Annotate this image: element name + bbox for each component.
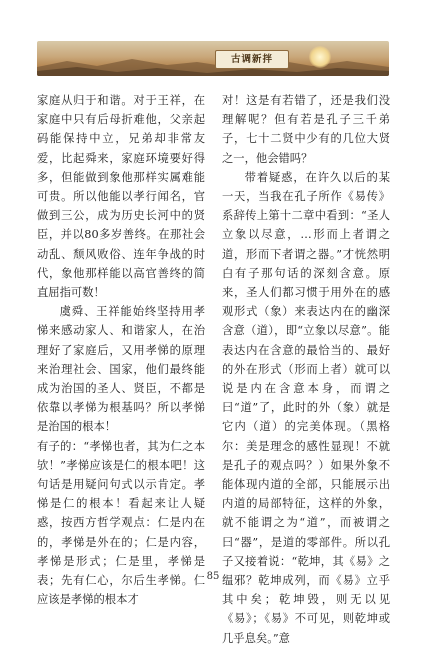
right-column bbox=[222, 91, 390, 648]
sun-decoration-icon bbox=[309, 46, 331, 68]
section-label: 古调新拌 bbox=[215, 50, 289, 69]
paragraph: 对！这是有若错了，还是我们没理解呢？但有若是孔子三千弟子，七十二贤中少有的几位大贤之一，他会错吗？ bbox=[222, 94, 390, 165]
left-column bbox=[37, 91, 205, 609]
paragraph: 带着疑惑，在许久以后的某一天，当我在孔子所作《易传》系辞传上第十二章中看到：“圣人立象以尽意，…形而上者谓之道，形而下者谓之器。”才恍然明白有子那句话的深刻含意。原来，圣人们都习惯于用外在的感观形式（象）来表达内在的幽深含意（道），即“立象以尽意”。能表达内在含意的最恰当的、最好的外在形式（形而上者）就可以说是内在含意本身，而谓之曰“道”了，此时的外（象）就是它内（道）的完美体现。（黑格尔：美是理念的感性显现！不就是孔子的观点吗？）如果外象不能体现内道的全部，只能展示出内道的局部特征，这样的外象，就不能谓之为“道”，而被谓之曰“器”，是道的零部件。所以孔子又接着说：“乾坤，其《易》之缊邪？乾坤成列，而《易》立乎其中矣；乾坤毁，则无以见《易》；《易》不可见，则乾坤或几乎息矣。”意 bbox=[222, 170, 390, 645]
header-banner bbox=[37, 41, 389, 76]
page-number: 85 bbox=[206, 571, 220, 582]
paragraph: 虞舜、王祥能始终坚持用孝悌来感动家人、和谐家人，在治理好了家庭后，又用孝悌的原理来治理社会、国家，他们最终能成为治国的圣人、贤臣，不都是依靠以孝悌为根基吗？所以孝悌是治国的根本！ bbox=[37, 305, 205, 434]
paragraph: 有子的：“孝悌也者，其为仁之本欤！”孝悌应该是仁的根本吧！这句话是用疑问句式以示肯定。孝悌是仁的根本！看起来让人疑惑，按西方哲学观点：仁是内在的，孝悌是外在的；仁是内容，孝悌是形式；仁是里，孝悌是表；先有仁心，尔后生孝悌。仁应该是孝悌的根本才 bbox=[37, 439, 205, 607]
landscape-decoration-icon bbox=[37, 55, 389, 76]
paragraph: 家庭从归于和谐。对于王祥，在家庭中只有后母折难他，父亲起码能保持中立，兄弟却非常友爱，比起舜来，家庭环境要好得多，但能做到象他那样实属难能可贵。所以他能以孝行闻名，官做到三公，成为历史长河中的贤臣，并以80多岁善终。在那社会动乱、颓风败俗、连年争战的时代，象他那样能以高官善终的简直屈指可数！ bbox=[37, 94, 205, 300]
